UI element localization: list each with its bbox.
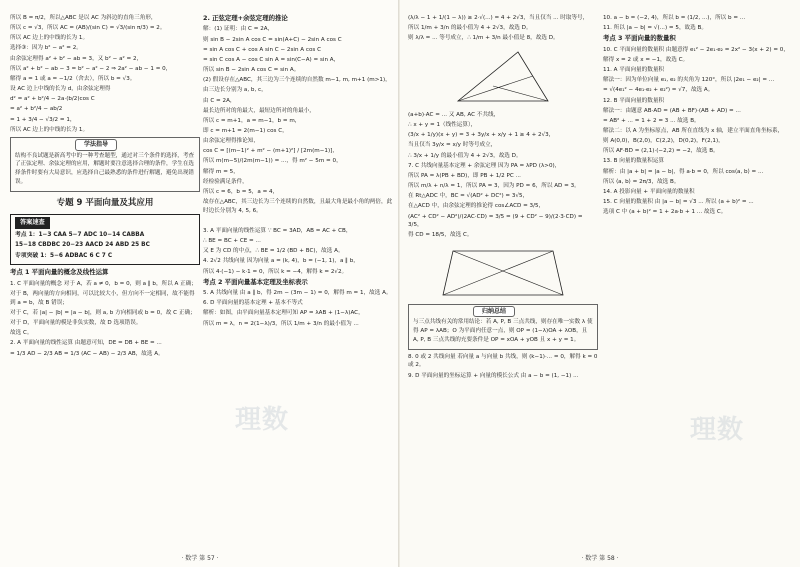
text-line: 由 C = 2A，	[203, 97, 236, 104]
text-line: 14. A 投影向量 + 平面向量的数量积	[603, 188, 695, 195]
text-line: = a² + b²/4 − ab/2	[10, 106, 63, 113]
study-guide-title: 学法指导	[75, 139, 117, 150]
section-heading: 考点 2 平面向量基本定理及坐标表示	[203, 277, 308, 286]
text-line: 解得 m = 5，	[203, 168, 239, 175]
quadrilateral-figure	[433, 243, 573, 301]
text-line: 解法二：以 A 为坐标原点，AB 所在直线为 x 轴，建立平面直角坐标系，	[603, 127, 784, 134]
text-line: 所以 c = √3，所以 AC = (AB)/(sin C) = √3/(sin π/3) = 2。	[10, 25, 166, 32]
text-line: 故选 C。	[10, 330, 33, 337]
text-line: cos C = [(m−1)² + m² − (m+1)²] / [2m(m−1)]，	[203, 148, 338, 155]
text-line: 最长边所对的角最大，最短边所对的角最小，	[203, 107, 315, 114]
text-line: 当且仅当 3y/x = x/y 时等号成立，	[408, 142, 497, 149]
text-line: 10. C 平面向量的数量积 由题意得 e₁² − 2e₁·e₂ = 2x² − 3(x + 2) = 0，	[603, 46, 789, 53]
text-line: 由余弦定理得 a² + b² − ab = 3，又 b² − a² = 2，	[10, 55, 143, 62]
answer-line: 15−18 CBDBC 20−23 AACD 24 ABD 25 BC	[15, 242, 150, 249]
answer-key-box	[10, 214, 200, 265]
text-line: 6. D 平面向量的基本定理 + 基本不等式	[203, 300, 303, 307]
text-line: 所以 ⟨a, b⟩ = 2π/3，故选 B。	[603, 178, 680, 185]
answer-line: 专项突破 1：5−6 ADBAC 6 C 7 C	[15, 252, 113, 259]
text-line: = √(4e₁² − 4e₁·e₂ + e₂²) = √7，故选 A。	[603, 87, 714, 94]
text-line: ∴ x + y = 1（线性运算），	[408, 122, 477, 129]
text-line: 故存在△ABC，其三边长为三个连续的自然数，且最大角是最小角的两倍，此时边长分别为 4, 5, 6。	[203, 199, 393, 214]
text-line: 所以 AC 边上的中线的长为 1。	[10, 35, 89, 42]
text-line: 所以 m/λ + n/λ = 1，所以 PA = 3，因为 PD = 6，所以 AD = 3。	[408, 183, 580, 190]
text-line: 15. C 向量的数量积 由 |a − b| = √3 ... 所以 (a + b)² = ...	[603, 199, 754, 206]
text-line: 即 c = m+1 = 2(m−1) cos C，	[203, 127, 288, 134]
right-page	[400, 0, 800, 567]
text-line: 1. C 平面向量的概念 对于 A，若 a ≠ 0，b = 0，则 a ∥ b，所以 A 正确；	[10, 280, 197, 287]
text-line: 则 sin B − 2sin A cos C = sin(A+C) − 2sin A cos C	[203, 36, 342, 43]
text-line: 由三边长分别为 a, b, c，	[203, 87, 267, 94]
text-line: 所以 AF·BD = (2,1)·(−2,2) = −2，故选 B。	[603, 148, 719, 155]
text-line: d² = a² + b²/4 − 2a·(b/2)cos C	[10, 96, 95, 103]
text-line: 11. A 平面向量的数量积	[603, 67, 665, 74]
watermark: 理数	[235, 405, 290, 435]
text-line: 8. 0 或 2 共线向量 若向量 a 与向量 b 共线，则 (k−1)·... = 0，解得 k = 0 或 2。	[408, 353, 598, 369]
cevian-line	[458, 76, 533, 101]
text-line: 解法一：由题意 AB·AD = (AB + BF)·(AB + AD) = ...	[603, 107, 741, 114]
text-line: 选择③：因为 b² − a² = 2。	[10, 45, 82, 52]
text-line: = sin C cos A − cos C sin A = sin(C−A) = sin A，	[203, 56, 340, 63]
right-column-2	[603, 14, 793, 549]
text-line: 9. D 平面向量的坐标运算 + 向量的模长公式 由 a − b = (1, −1) ...	[408, 372, 579, 379]
diagonal-line	[453, 251, 563, 295]
text-line: 所以 B = π/2，所以△ABC 是以 AC 为斜边的直角三角形，	[10, 15, 157, 21]
text-line: 所以 c = m+1，a = m−1，b = m，	[203, 117, 301, 124]
text-line: 则 A(0,0)，B(2,0)，C(2,2)，D(0,2)，F(2,1)，	[603, 138, 724, 145]
answer-line: 考点 1：1−3 CAA 5−7 ADC 10−14 CABBA	[15, 231, 145, 238]
section-heading: 考点 1 平面向量的概念及线性运算	[10, 268, 109, 277]
text-line: 解析：如图，由平面向量基本定理可知 AP = λAB + (1−λ)AC，	[203, 310, 364, 317]
text-line: 经检验满足条件，	[203, 178, 248, 185]
text-line: 7. C 共线向量基本定理 + 余弦定理 因为 PA = λPD (λ>0)，	[408, 162, 561, 169]
study-guide-text: 结构不良试题是新高考中的一种考查题型，通过对三个条件的选择，考查了正弦定理、余弦定理的应用，解题时要注意选择合理的条件，学生在选择条件时要有大局意识，应选择自己最熟悉的条件进行解题，避免出现错误。	[15, 152, 195, 185]
text-line: 则 λ/λ = ... 等号成立，∴ 1/m + 3/n 最小值是 8，故选 D。	[408, 35, 559, 42]
text-line: = AB² + ... = 1 + 2 = 3 ... 故选 B。	[603, 117, 700, 124]
study-guide-box	[10, 137, 200, 191]
answer-key-tag: 答案速查	[15, 217, 50, 229]
triangle-outline	[458, 52, 548, 101]
text-line: 所以 1/m + 3/n 的最小值为 4 + 2√3，故选 D。	[408, 25, 532, 32]
text-line: 所以 m = λ，n = 2(1−λ)/3，所以 1/m + 3/n 的最小值为 ...	[203, 320, 359, 327]
text-line: 4. 2√2 共线向量 因为向量 a = (k, 4)，b = (−1, 1)，a ∥ b，	[203, 258, 359, 265]
text-line: 得 CD = 18/5，故选 C。	[408, 232, 473, 239]
text-line: 所以 AC 边上的中线的长为 1。	[10, 126, 89, 133]
page-footer-left: · 数学 第 57 ·	[181, 554, 219, 562]
summary-title: 归纳总结	[473, 306, 515, 317]
page-footer-right: · 数学 第 58 ·	[581, 554, 619, 562]
text-line: 对于 D，平面向量的模是非负实数，故 D 选项错误。	[10, 320, 142, 327]
text-line: = 1 + 3/4 − √3/2 = 1，	[10, 116, 76, 123]
text-line: 所以 c = 6，b = 5，a = 4，	[203, 188, 279, 195]
text-line: 解得 a = 1 或 a = −1/2（舍去），所以 b = √3。	[10, 75, 136, 82]
text-line: 10. a − b = (−2, 4)，所以 b = (1/2, ...)，所以 b = ...	[603, 15, 746, 21]
diagonal-line	[443, 251, 553, 295]
text-line: 由余弦定理得推论知，	[203, 138, 259, 145]
quad-outline	[443, 251, 563, 295]
text-line: 12. B 平面向量的数量积	[603, 97, 665, 104]
text-line: 又 E 为 CD 的中点，∴ BE = 1/2 (BD + BC)，故选 A。	[203, 248, 344, 255]
text-line: 选项 C 中 (a + b)² = 1 + 2a·b + 1 ... 故选 C。	[603, 209, 727, 216]
text-line: 所以 sin B − 2sin A cos C = sin A。	[203, 67, 300, 74]
text-line: 3. A 平面向量的线性运算 ∵ BC = 3AD，AB = AC + CB，	[203, 227, 352, 234]
text-line: 所以 a² + b² − ab − 3 = b² − a² − 2 ⇒ 2a² − ab − 1 = 0，	[10, 65, 172, 72]
left-column-2	[203, 14, 393, 549]
text-line: 对于 C，若 |a| − |b| = |a − b|，则 a, b 方向相同或 b = 0，故 C 正确；	[10, 309, 196, 316]
text-line: 设 AC 边上中线的长为 d，由余弦定理得	[10, 86, 111, 93]
problem-heading: 2. 正弦定理+余弦定理的推论	[203, 14, 288, 22]
text-line: = 1/3 AD − 2/3 AB = 1/3 (AC − AB) − 2/3 AB，故选 A。	[10, 350, 164, 357]
right-column-1	[408, 14, 598, 549]
chapter-title: 专题 9 平面向量及其应用	[56, 197, 154, 208]
text-line: 在 Rt△ADC 中，BC = √(AD² + DC²) = 3√5，	[408, 193, 529, 200]
text-line: ∴ BE = BC + CE = ...	[203, 238, 261, 245]
text-line: (AC² + CD² − AD²)/(2AC·CD) = 3/5 = (9 + CD² − 9)/(2·3·CD) = 3/5，	[408, 213, 583, 229]
text-line: 解析：由 |a + b| = |a − b|，得 a·b = 0，所以 cos⟨a, b⟩ = ...	[603, 168, 764, 175]
summary-box	[408, 304, 598, 350]
text-line: 所以 PA = λ(PB + BD)，即 PB + 1/2 PC ...	[408, 172, 521, 179]
text-line: 2. A 平面向量的线性运算 由题意可知，DE = DB + BE = ...	[10, 340, 162, 347]
left-col1-lines	[10, 14, 200, 134]
watermark: 理数	[690, 415, 745, 445]
text-line: 所以 4·(−1) − k·1 = 0，所以 k = −4，解得 k = 2√2。	[203, 268, 348, 275]
text-line: 解法一：因为单位向量 e₁, e₂ 的夹角为 120°，所以 |2e₁ − e₂| = ...	[603, 77, 775, 84]
text-line: (3/x + 1/y)(x + y) = 3 + 3y/x + x/y + 1 ≥ 4 + 2√3，	[408, 132, 555, 139]
left-column-1	[10, 14, 200, 549]
text-line: 在△ACD 中，由余弦定理的推论得 cos∠ACD = 3/5，	[408, 203, 545, 210]
text-line: (λ/λ − 1 + 1/(1 − λ)) ≥ 2·√(...) = 4 + 2√3，当且仅当 ... 时取等号，	[408, 15, 589, 21]
text-line: 解得 x = 2 或 x = −1，故选 C。	[603, 56, 689, 63]
text-line: 5. A 共线向量 由 a ∥ b，得 2m − (3m − 1) = 0，解得 m = 1，故选 A。	[203, 290, 392, 297]
text-line: = sin A cos C + cos A sin C − 2sin A cos C	[203, 46, 321, 53]
text-line: 13. B 向量的数量积运算	[603, 158, 665, 165]
text-line: (a+b)·AC = ... 又 AB, AC 不共线，	[408, 111, 500, 118]
text-line: 所以 m(m−5)/(2m(m−1)) = ...，得 m² − 5m = 0，	[203, 158, 342, 165]
triangle-figure	[448, 46, 558, 108]
text-line: 11. 所以 |a − b| = √(...) = 5，故选 B。	[603, 25, 707, 32]
text-line: 对于 B，两向量的方向相同，可以比较大小，但方向不一定相同，故不能得到 a = b，故 B 错误；	[10, 291, 195, 306]
summary-text: 与三点共线有关的常用结论：若 A, P, B 三点共线，则存在唯一实数 λ 使得 AP = λAB；O 为平面内任意一点，则 OP = (1−λ)OA + λOB，且 A, P, B 三点共线的充要条件是 OP = xOA + yOB 且 x + y = 1。	[413, 319, 593, 343]
section-heading: 考点 3 平面向量的数量积	[603, 34, 676, 43]
text-line: ∴ 3/x + 1/y 的最小值为 4 + 2√3，故选 D。	[408, 152, 522, 159]
text-line: 解：(1) 证明：由 C = 2A，	[203, 26, 274, 33]
text-line: (2) 假设存在△ABC，其三边为三个连续的自然数 m−1, m, m+1 (m>1)，	[203, 77, 391, 84]
